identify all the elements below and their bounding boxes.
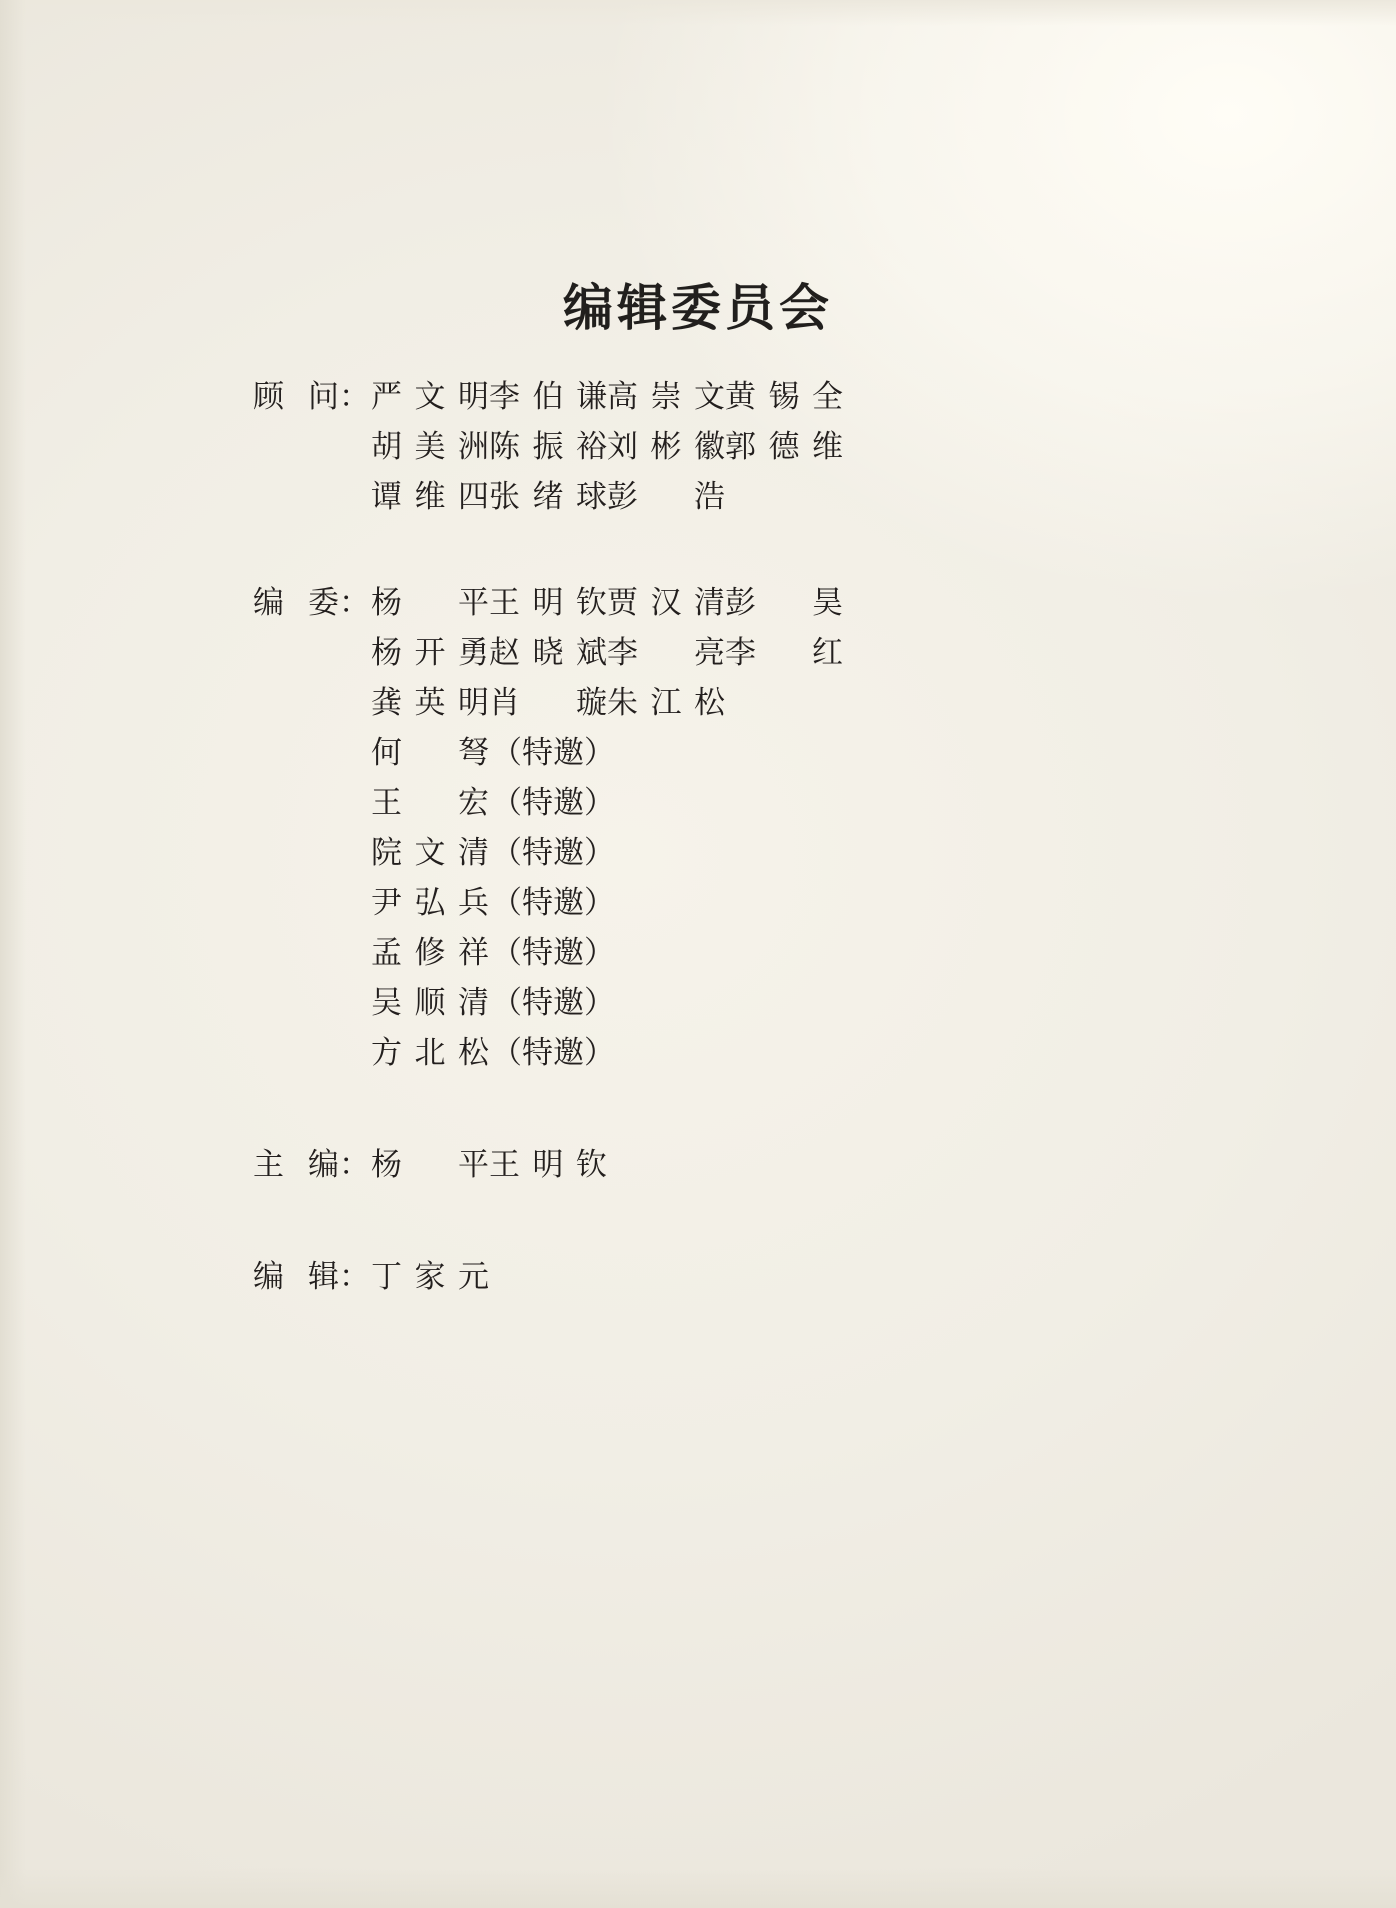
person-name: 李伯谦 — [489, 379, 607, 414]
person-note: （特邀） — [491, 835, 615, 870]
person-name: 院文清 — [371, 835, 489, 870]
person-note: （特邀） — [491, 1035, 615, 1070]
person-name: 张绪球 — [489, 479, 607, 514]
section-spacer — [253, 1078, 1153, 1140]
section-spacer — [253, 1190, 1153, 1252]
person-name: 谭维四 — [371, 479, 489, 514]
person-name: 龚英明 — [371, 685, 489, 720]
person-note: （特邀） — [491, 785, 615, 820]
person-name: 贾汉清 — [607, 585, 725, 620]
section-editorial-members — [253, 578, 1153, 1078]
section-chief-editor-rows — [371, 1140, 1153, 1190]
name-row-special — [371, 828, 1153, 878]
person-name: 王明钦 — [489, 1147, 607, 1182]
name-row — [371, 1140, 1153, 1190]
person-name: 陈振裕 — [489, 429, 607, 464]
person-name: 杨开勇 — [371, 635, 489, 670]
person-note: （特邀） — [491, 935, 615, 970]
paper-edge-top-shading — [0, 0, 1396, 26]
person-name: 黄锡全 — [725, 379, 843, 414]
section-editor-label: 编辑： — [253, 1259, 370, 1294]
person-note: （特邀） — [491, 885, 615, 920]
name-row — [371, 628, 1153, 678]
section-chief-editor-label: 主编： — [253, 1147, 370, 1182]
name-row — [371, 472, 1153, 522]
name-row-special — [371, 878, 1153, 928]
person-name: 彭 浩 — [607, 479, 725, 514]
person-name: 郭德维 — [725, 429, 843, 464]
person-name: 吴顺清 — [371, 985, 489, 1020]
person-name: 杨 平 — [371, 585, 489, 620]
section-advisors-rows — [371, 372, 1153, 522]
name-row — [371, 422, 1153, 472]
person-name: 李 亮 — [607, 635, 725, 670]
person-name: 朱江松 — [607, 685, 725, 720]
person-name: 胡美洲 — [371, 429, 489, 464]
person-name: 严文明 — [371, 379, 489, 414]
section-editor-rows — [371, 1252, 1153, 1302]
person-name: 何 弩 — [371, 735, 489, 770]
name-row-special — [371, 928, 1153, 978]
editorial-board-content — [253, 372, 1153, 1302]
section-editorial-members-rows — [371, 578, 1153, 1078]
person-name: 刘彬徽 — [607, 429, 725, 464]
person-name: 孟修祥 — [371, 935, 489, 970]
person-name: 肖 璇 — [489, 685, 607, 720]
name-row-special — [371, 728, 1153, 778]
person-name: 高崇文 — [607, 379, 725, 414]
paper-edge-bottom-shading — [0, 1868, 1396, 1908]
person-name: 丁家元 — [371, 1259, 489, 1294]
person-name: 方北松 — [371, 1035, 489, 1070]
section-editor — [253, 1252, 1153, 1302]
person-note: （特邀） — [491, 985, 615, 1020]
name-row — [371, 578, 1153, 628]
section-chief-editor — [253, 1140, 1153, 1190]
name-row — [371, 1252, 1153, 1302]
person-name: 赵晓斌 — [489, 635, 607, 670]
person-name: 李 红 — [725, 635, 843, 670]
person-name: 王 宏 — [371, 785, 489, 820]
section-spacer — [253, 522, 1153, 578]
name-row-special — [371, 1028, 1153, 1078]
person-name: 彭 昊 — [725, 585, 843, 620]
section-advisors-label: 顾问： — [253, 379, 370, 414]
name-row — [371, 678, 1153, 728]
section-editorial-members-label: 编委： — [253, 585, 370, 620]
name-row — [371, 372, 1153, 422]
person-name: 王明钦 — [489, 585, 607, 620]
section-advisors — [253, 372, 1153, 522]
person-name: 尹弘兵 — [371, 885, 489, 920]
person-name: 杨 平 — [371, 1147, 489, 1182]
person-note: （特邀） — [491, 735, 615, 770]
name-row-special — [371, 778, 1153, 828]
name-row-special — [371, 978, 1153, 1028]
page-title: 编辑委员会 — [563, 278, 833, 337]
